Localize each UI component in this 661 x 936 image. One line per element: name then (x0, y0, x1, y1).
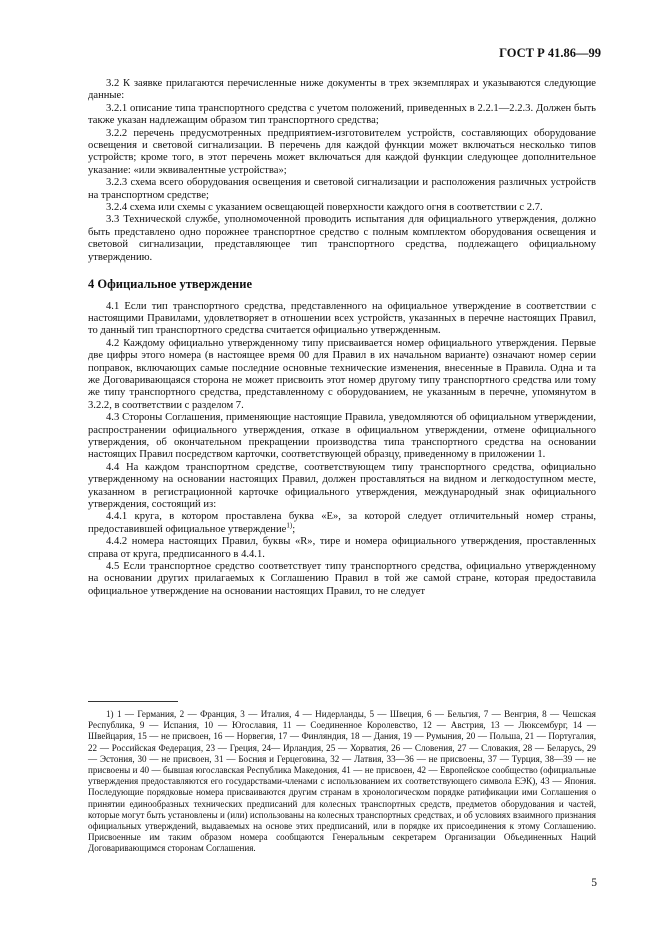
paragraph-4-4-2: 4.4.2 номера настоящих Правил, буквы «R», тире и номера официального утверждения, проставленных справа от круга, предписанного в 4.4.1. (88, 536, 596, 560)
paragraph-4-2: 4.2 Каждому официально утвержденному типу присваивается номер официального утверждения. Первые две цифры этого номера (в настоящее время 00 для Правил в их начальном варианте) означают номер серии поправок, включающих самые последние основные технические изменения, внесенные в Правила. Одна и та же Договаривающаяся сторона не может присвоить этот номер другому типу транспортного средства или тому же типу транспортного средства, представленному с оборудованием, не указанным в перечне, упомянутом в 3.2.2, в соответствии с разделом 7. (88, 337, 596, 411)
paragraph-3-2: 3.2 К заявке прилагаются перечисленные ниже документы в трех экземплярах и указываются следующие данные: (88, 78, 596, 102)
document-id-header: ГОСТ Р 41.86—99 (499, 46, 601, 60)
paragraph-3-2-1: 3.2.1 описание типа транспортного средства с учетом положений, приведенных в 2.2.1—2.2.3. Должен быть также указан надлежащим образом тип транспортного средства; (88, 102, 596, 127)
paragraph-3-2-2: 3.2.2 перечень предусмотренных предприятием-изготовителем устройств, составляющих оборудование освещения и световой сигнализации. В перечень для каждой функции может включаться несколько типов устройств; кроме того, в этот перечень может включаться для каждой функции следующее дополнительное указание: «или эквивалентные устройства»; (88, 127, 596, 176)
footnote-ref: 1) (286, 521, 293, 530)
paragraph-3-2-3: 3.2.3 схема всего оборудования освещения и световой сигнализации и расположения различных устройств на транспортном средстве; (88, 177, 596, 201)
paragraph-4-4-1 (88, 511, 596, 536)
footnote-separator (88, 701, 178, 702)
page-number: 5 (591, 877, 597, 889)
paragraph-4-4-1-end: ; (292, 523, 296, 535)
paragraph-3-2-4: 3.2.4 схема или схемы с указанием освещающей поверхности каждого огня в соответствии с 2.7. (106, 202, 543, 214)
paragraph-4-4-1-text: 4.4.1 круга, в котором проставлена буква «Е», за которой следует отличительный номер страны, предоставившей официальное утверждение (88, 511, 596, 535)
paragraph-4-1: 4.1 Если тип транспортного средства, представленного на официальное утверждение в соответствии с настоящими Правилами, удовлетворяет в отношении всех устройств, указанных в перечне настоящих Правил, то данный тип транспортного средства считается официально утвержденным. (88, 300, 596, 337)
paragraph-3-3: 3.3 Технической службе, уполномоченной проводить испытания для официального утверждения, должно быть представлено одно порожнее транспортное средство с полным комплектом оборудования освещения и световой сигнализации, представляющее тип транспортного средства, подлежащего официальному утверждению. (88, 214, 596, 263)
paragraph-4-5: 4.5 Если транспортное средство соответствует типу транспортного средства, официально утвержденному на основании других прилагаемых к Соглашению Правил в той же самой стране, которая предоставила официальное утверждение на основании настоящих Правил, то не следует (88, 561, 596, 597)
footnote (88, 709, 596, 855)
main-text (88, 78, 596, 598)
paragraph-4-3: 4.3 Стороны Соглашения, применяющие настоящие Правила, уведомляются об официальном утверждении, распространении официального утверждения, отказе в официальном утверждении, отмене официального утверждения, об окончательном прекращении производства типа транспортного средства на основании настоящих Правил посредством карточки, соответствующей образцу, приведенному в приложении 1. (88, 412, 596, 461)
footnote-text: 1) 1 — Германия, 2 — Франция, 3 — Италия, 4 — Нидерланды, 5 — Швеция, 6 — Бельгия, 7 — Венгрия, 8 — Чешская Республика, 9 — Испания, 10 — Югославия, 11 — Соединенное Королевство, 12 — Австрия, 13 — Люксембург, 14 — Швейцария, 15 — не присвоен, 16 — Норвегия, 17 — Финляндия, 18 — Дания, 19 — Румыния, 20 — Польша, 21 — Португалия, 22 — Российская Федерация, 23 — Греция, 24— Ирландия, 25 — Хорватия, 26 — Словения, 27 — Словакия, 28 — Беларусь, 29 — Эстония, 30 — не присвоен, 31 — Босния и Герцеговина, 32 — Латвия, 33—36 — не присвоены, 37 — Турция, 38—39 — не присвоены и 40 — бывшая югославская Республика Македония, 41 — не присвоен, 42 — Европейское сообщество (официальные утверждения предоставляются его государствами-членами с использованием их соответствующего символа ЕЭК), 43 — Япония. Последующие порядковые номера присваиваются другим странам в хронологическом порядке ратификации ими Соглашения о принятии единообразных технических предписаний для колесных транспортных средств, предметов оборудования и частей, которые могут быть установлены и (или) использованы на колесных транспортных средствах, и об условиях взаимного признания официальных утверждений, выдаваемых на основе этих предписаний, или в порядке их присоединения к этому Соглашению. Присвоенные им таким образом номера сообщаются Генеральным секретарем Организации Объединенных Наций Договаривающимся сторонам Соглашения. (88, 709, 596, 854)
paragraph-4-4: 4.4 На каждом транспортном средстве, соответствующем типу транспортного средства, официально утвержденному на основании настоящих Правил, должен проставляться на видном и легкодоступном месте, указанном в регистрационной карточке официального утверждения, международный знак официального утверждения, состоящий из: (88, 461, 596, 510)
section-heading: 4 Официальное утверждение (88, 277, 252, 292)
